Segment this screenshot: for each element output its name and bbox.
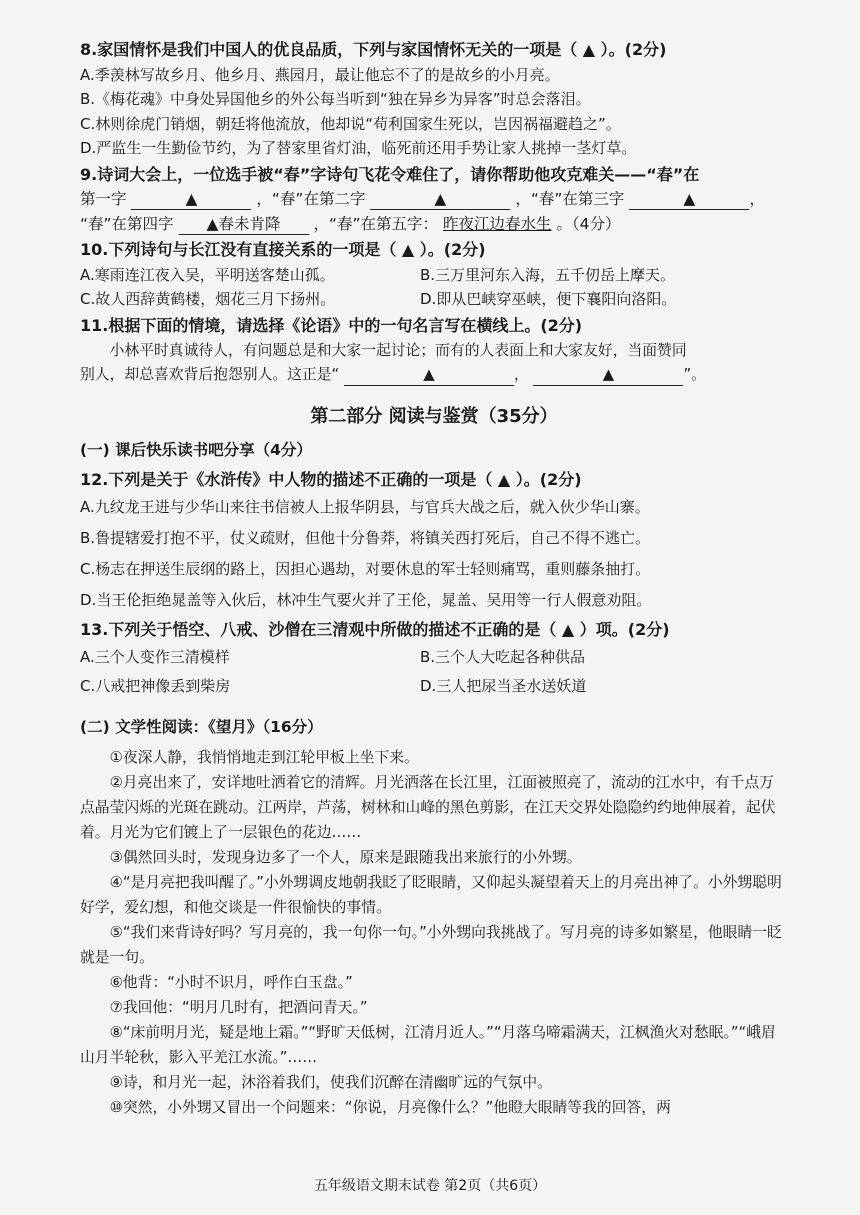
part2-title: 第二部分 阅读与鉴赏（35分）	[310, 405, 558, 427]
q13-stem: 13.下列关于悟空、八戒、沙僧在三清观中所做的描述不正确的是（ ▲ ）项。(2分)	[80, 620, 670, 639]
q9-answer-4[interactable]: ▲春未肯降	[179, 214, 309, 235]
q10-option-a: A.寒雨连江夜入吴，平明送客楚山孤。	[80, 265, 335, 284]
q9-label-5: ，“春”在第五字：	[313, 214, 438, 233]
q13-row-2	[80, 672, 788, 701]
passage-paragraph-8: ⑧“床前明月光，疑是地上霜。”“野旷天低树，江清月近人。”“月落乌啼霜满天，江枫渔火对愁眠。”“峨眉山月半轮秋，影入平羌江水流。”……	[80, 1023, 776, 1066]
q13-option-b: B.三个人大吃起各种供品	[420, 647, 586, 666]
q9-answer-5: 昨夜江边春水生	[442, 214, 552, 233]
q11-scenario-1: 小林平时真诚待人，有问题总是和大家一起讨论；而有的人表面上和大家友好，当面赞同	[109, 342, 687, 359]
q8-option-c: C.林则徐虎门销烟，朝廷将他流放，他却说“苟利国家生死以，岂因祸福避趋之”。	[80, 114, 621, 133]
q8-option-d: D.严监生一生勤俭节约，为了替家里省灯油，临死前还用手势让家人挑掉一茎灯草。	[80, 139, 637, 157]
q9-blank-2[interactable]: ▲	[370, 189, 510, 210]
passage-paragraph-7: ⑦我回他：“明月几时有，把酒问青天。”	[109, 998, 368, 1016]
q11-scenario-2	[80, 363, 788, 388]
q9-label-2: ，“春”在第二字	[256, 190, 366, 208]
passage-paragraph-4: ④“是月亮把我叫醒了。”小外甥调皮地朝我眨了眨眼睛，又仰起头凝望着天上的月亮出神了。小外甥聪明好学，爱幻想，和他交谈是一件很愉快的事情。	[80, 873, 782, 916]
passage-paragraph-3: ③偶然回头时，发现身边多了一个人，原来是跟随我出来旅行的小外甥。	[109, 848, 582, 866]
q8-option-b: B.《梅花魂》中身处异国他乡的外公每当听到“独在异乡为异客”时总会落泪。	[80, 90, 591, 108]
q9-label-3: ，“春”在第三字	[515, 190, 625, 208]
q12-option-c: C.杨志在押送生辰纲的路上，因担心遇劫，对要休息的军士轻则痛骂，重则藤条抽打。	[80, 560, 651, 578]
q13-row-1	[80, 643, 788, 672]
passage-paragraph-2: ②月亮出来了，安详地吐洒着它的清辉。月光洒落在长江里，江面被照亮了，流动的江水中，有千点万点晶莹闪烁的光斑在跳动。江两岸，芦荡，树林和山峰的黑色剪影，在江天交界处隐隐约约地伸展着，起伏着。月光为它们镀上了一层银色的花边……	[80, 773, 776, 841]
q11-comma: ，	[513, 366, 529, 383]
q11-blank-2[interactable]: ▲	[533, 365, 683, 386]
q8-stem: 8.家国情怀是我们中国人的优良品质，下列与家国情怀无关的一项是（ ▲ ）。(2分)	[80, 40, 667, 59]
passage-paragraph-1: ①夜深人静，我悄悄地走到江轮甲板上坐下来。	[109, 748, 419, 766]
q12-stem: 12.下列是关于《水浒传》中人物的描述不正确的一项是（ ▲ ）。(2分)	[80, 469, 582, 489]
part2-sub1: (一) 课后快乐读书吧分享（4分）	[80, 440, 312, 459]
q12-option-a: A.九纹龙王进与少华山来往书信被人上报华阴县，与官兵大战之后，就入伙少华山寨。	[80, 498, 650, 516]
passage-paragraph-10: ⑩突然，小外甥又冒出一个问题来：“你说，月亮像什么？”他瞪大眼睛等我的回答，两	[109, 1098, 671, 1116]
q10-row-2	[80, 287, 788, 312]
q13-option-d: D.三人把尿当圣水送妖道	[420, 676, 587, 695]
q11-text: 别人，却总喜欢背后抱怨别人。这正是“	[80, 366, 340, 383]
passage-paragraph-9: ⑨诗，和月光一起，沐浴着我们，使我们沉醉在清幽旷远的气氛中。	[109, 1073, 552, 1091]
q9-line2	[80, 187, 788, 212]
q12-option-b: B.鲁提辖爱打抱不平，仗义疏财，但他十分鲁莽，将镇关西打死后，自己不得不逃亡。	[80, 529, 651, 547]
passage-paragraph-6: ⑥他背：“小时不识月，呼作白玉盘。”	[109, 973, 353, 991]
q9-blank-1[interactable]: ▲	[131, 189, 251, 210]
q9-blank-3[interactable]: ▲	[629, 189, 749, 210]
q9-label-4: “春”在第四字	[80, 214, 174, 233]
q13-option-a: A.三个人变作三清模样	[80, 647, 230, 666]
q9-label-1: 第一字	[80, 190, 127, 208]
q10-option-b: B.三万里河东入海，五千仞岳上摩天。	[420, 265, 676, 284]
q10-stem: 10.下列诗句与长江没有直接关系的一项是（ ▲ ）。(2分)	[80, 240, 486, 259]
q10-row-1	[80, 263, 788, 288]
q13-option-c: C.八戒把神像丢到柴房	[80, 676, 231, 695]
part2-sub2: (二) 文学性阅读：《望月》（16分）	[80, 717, 323, 736]
q9-comma: ，	[749, 190, 765, 208]
passage-paragraph-5: ⑤“我们来背诗好吗？写月亮的，我一句你一句。”小外甥向我挑战了。写月亮的诗多如繁星，他眼睛一眨就是一句。	[80, 923, 782, 966]
q10-option-c: C.故人西辞黄鹤楼，烟花三月下扬州。	[80, 290, 336, 308]
q11-stem: 11.根据下面的情境，请选择《论语》中的一句名言写在横线上。(2分)	[80, 315, 583, 335]
reading-passage	[80, 745, 788, 1120]
page-footer: 五年级语文期末试卷 第2页（共6页）	[313, 1178, 547, 1194]
q12-option-d: D.当王伦拒绝晁盖等入伙后，林冲生气要火并了王伦，晁盖、吴用等一行人假意劝阻。	[80, 591, 652, 609]
q11-end: ”。	[683, 366, 706, 383]
q10-option-d: D.即从巴峡穿巫峡，便下襄阳向洛阳。	[420, 290, 677, 308]
q11-blank-1[interactable]: ▲	[344, 365, 514, 386]
q9-score: 。（4分）	[556, 214, 621, 233]
q9-line3	[80, 212, 788, 237]
q8-option-a: A.季羡林写故乡月、他乡月、燕园月，最让他忘不了的是故乡的小月亮。	[80, 65, 560, 84]
q9-stem: 9.诗词大会上，一位选手被“春”字诗句飞花令难住了，请你帮助他攻克难关——“春”在	[80, 164, 700, 184]
